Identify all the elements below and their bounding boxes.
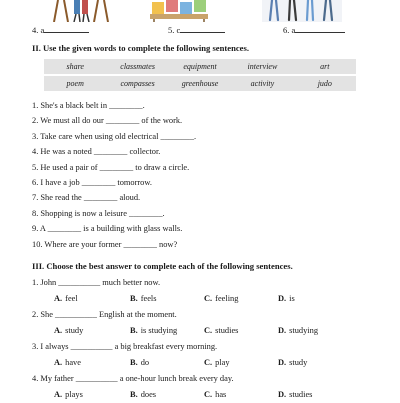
answer-options bbox=[32, 387, 372, 403]
option-d[interactable]: D. study bbox=[278, 358, 308, 367]
option-c[interactable]: C. studies bbox=[204, 326, 239, 335]
sentence-item: 3. Take care when using old electrical ________. bbox=[32, 131, 197, 141]
word-bank-row bbox=[44, 76, 356, 91]
sentence-item: 5. He used a pair of ________ to draw a circle. bbox=[32, 162, 190, 172]
word-bank-word: equipment bbox=[183, 62, 217, 71]
sentence-item: 9. A ________ is a building with glass walls. bbox=[32, 224, 183, 234]
question-text: 2. She __________ English at the moment. bbox=[32, 310, 177, 319]
answer-blank[interactable] bbox=[44, 24, 89, 33]
answer-blank[interactable] bbox=[180, 24, 225, 33]
word-bank-word: greenhouse bbox=[181, 79, 219, 88]
option-a[interactable]: A. study bbox=[54, 326, 84, 335]
answer-item-6: 6. a bbox=[283, 24, 345, 35]
answer-options bbox=[32, 323, 372, 339]
sentence-item: 10. Where are your former ________ now? bbox=[32, 239, 178, 249]
word-bank-word: classmates bbox=[120, 62, 155, 71]
word-bank-word: judo bbox=[317, 79, 332, 88]
sentence-item: 8. Shopping is now a leisure ________. bbox=[32, 208, 165, 218]
option-b[interactable]: B. does bbox=[130, 390, 157, 399]
multiple-choice-list bbox=[32, 275, 372, 403]
answer-options bbox=[32, 291, 372, 307]
answer-item-5: 5. c bbox=[168, 24, 225, 35]
option-c[interactable]: C. play bbox=[204, 358, 230, 367]
question-text: 1. John __________ much better now. bbox=[32, 278, 161, 287]
section-3-heading: III. Choose the best answer to complete each of the following sentences. bbox=[32, 261, 293, 271]
students-at-desks-illustration bbox=[150, 0, 208, 22]
word-bank-word: poem bbox=[66, 79, 84, 88]
sentence-item: 4. He was a noted ________ collector. bbox=[32, 147, 161, 157]
answer-blank[interactable] bbox=[295, 24, 345, 33]
option-b[interactable]: B. is studying bbox=[130, 326, 178, 335]
option-d[interactable]: D. is bbox=[278, 294, 295, 303]
sentence-item: 1. She's a black belt in ________. bbox=[32, 101, 145, 110]
sentence-item: 2. We must all do our ________ of the work. bbox=[32, 116, 183, 126]
answer-item-4: 4. a bbox=[32, 24, 89, 35]
question-text: 4. My father __________ a one-hour lunch break every day. bbox=[32, 374, 234, 383]
option-d[interactable]: D. studying bbox=[278, 326, 319, 335]
standing-students-illustration bbox=[262, 0, 342, 22]
option-d[interactable]: D. studies bbox=[278, 390, 313, 399]
picture-answer-row bbox=[0, 24, 400, 36]
word-bank-word: compasses bbox=[120, 79, 155, 88]
option-a[interactable]: A. plays bbox=[54, 390, 83, 399]
question-text: 3. I always __________ a big breakfast every morning. bbox=[32, 342, 218, 351]
word-bank-word: share bbox=[66, 62, 84, 71]
option-b[interactable]: B. feels bbox=[130, 294, 157, 303]
word-bank bbox=[44, 59, 356, 93]
option-a[interactable]: A. feel bbox=[54, 294, 78, 303]
word-bank-row bbox=[44, 59, 356, 74]
easel-students-illustration bbox=[52, 0, 114, 22]
option-c[interactable]: C. feeling bbox=[204, 294, 239, 303]
word-bank-word: interview bbox=[247, 62, 278, 71]
sentence-item: 6. I have a job ________ tomorrow. bbox=[32, 177, 152, 187]
option-c[interactable]: C. has bbox=[204, 390, 227, 399]
answer-options bbox=[32, 355, 372, 371]
option-b[interactable]: B. do bbox=[130, 358, 150, 367]
sentence-list bbox=[32, 98, 372, 252]
option-a[interactable]: A. have bbox=[54, 358, 81, 367]
section-2-heading: II. Use the given words to complete the following sentences. bbox=[32, 43, 249, 53]
sentence-item: 7. She read the ________ aloud. bbox=[32, 193, 141, 203]
word-bank-word: art bbox=[320, 62, 330, 71]
word-bank-word: activity bbox=[250, 79, 275, 88]
